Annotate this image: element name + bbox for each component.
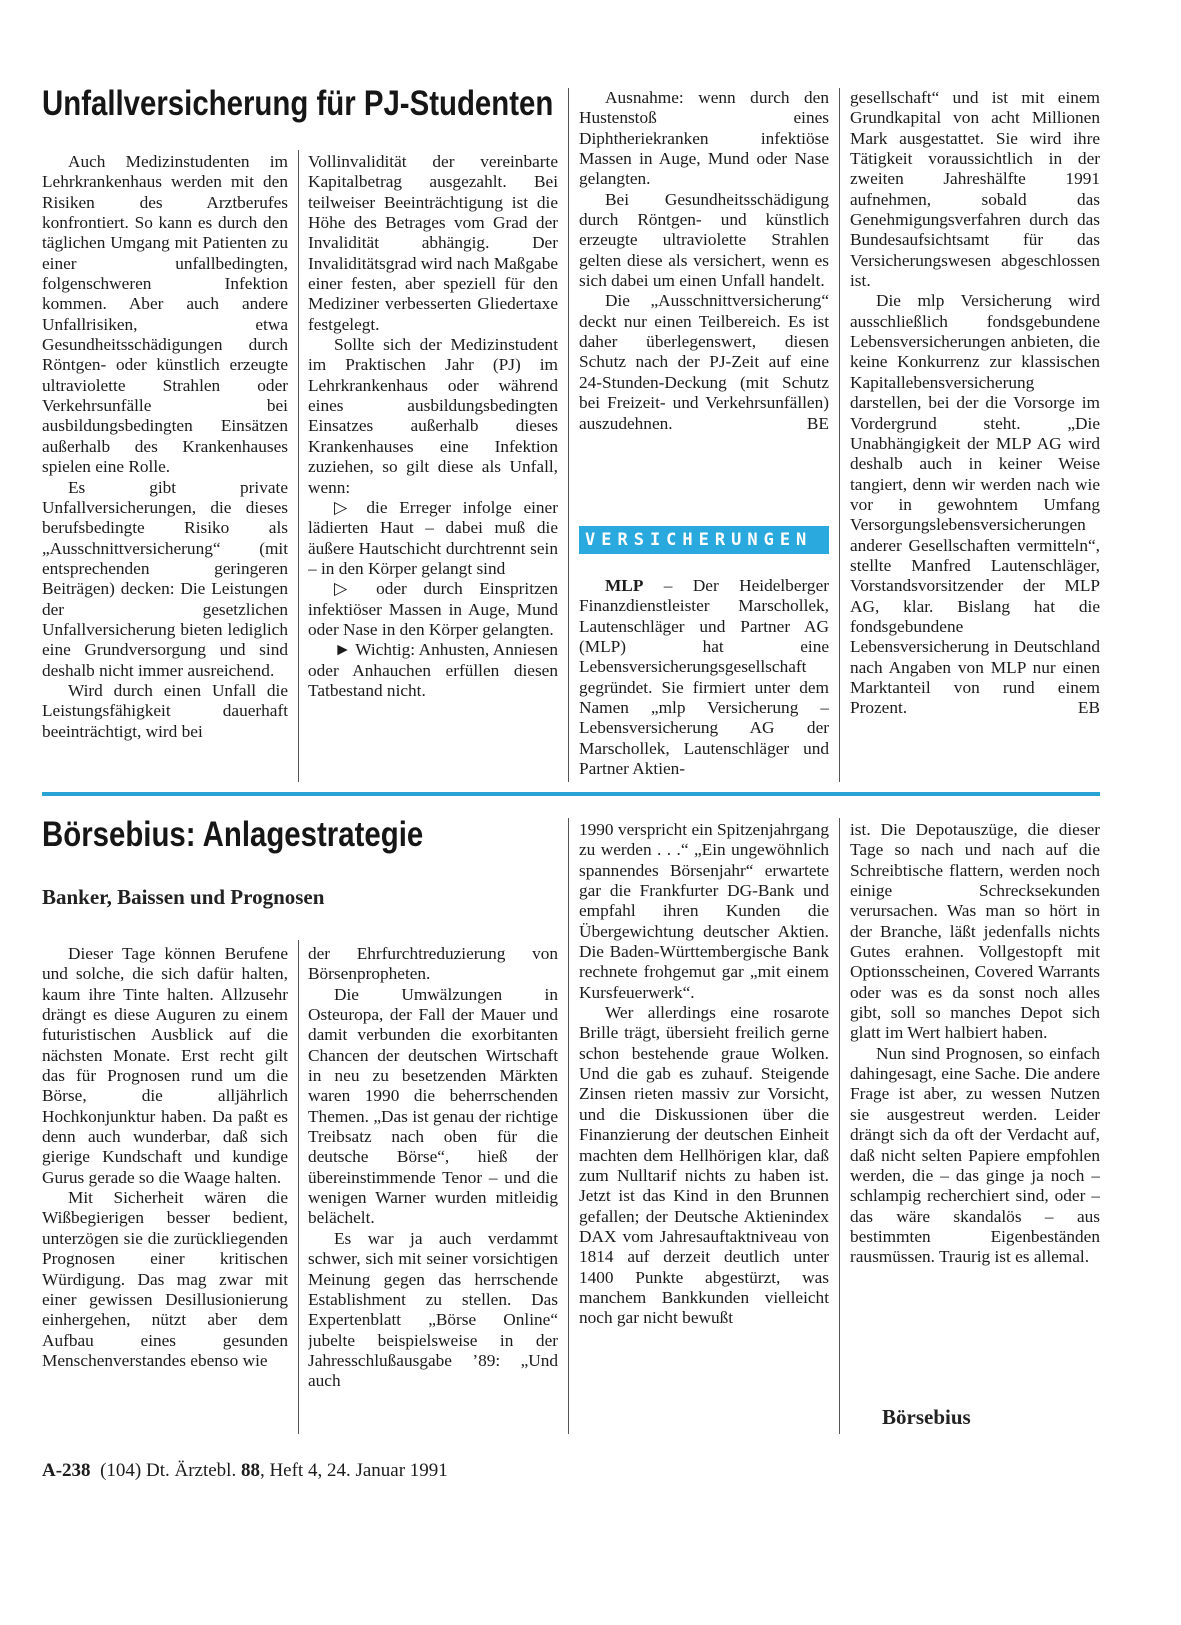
paragraph: Es war ja auch verdammt schwer, sich mit seiner vorsichtigen Meinung gegen das herrschende Establishment zu stellen. Das Expertenblatt „Börse Online“ jubelte beispielsweise in der Jahresschlußausgabe ’89: „Und auch: [308, 1228, 558, 1391]
article-column: [579, 576, 829, 782]
article-column: [308, 152, 558, 782]
note-paragraph: ► Wichtig: Anhusten, Anniesen oder Anhauchen erfüllen diesen Tatbestand nicht.: [308, 640, 558, 700]
column-divider: [298, 940, 299, 1434]
bullet-item: ▷ oder durch Einspritzen infektiöser Massen in Auge, Mund oder Nase in den Körper gelangten.: [308, 579, 558, 639]
paragraph: Nun sind Prognosen, so einfach dahingesagt, eine Sache. Die andere Frage ist aber, zu wessen Nutzen sie ausgestreut werden. Leider drängt sich da oft der Verdacht auf, daß nicht selten Papiere empfohlen werden, die – das ginge ja noch – schlampig recherchiert sind, oder – das wäre skandalös – aus bestimmten Eigenbeständen rausmüssen. Traurig ist es allemal.: [850, 1043, 1100, 1267]
paragraph: gesellschaft“ und ist mit einem Grundkapital von acht Millionen Mark ausgestattet. Sie wird ihre Tätigkeit voraussichtlich in der zweiten Jahreshälfte 1991 aufnehmen, sobald das Genehmigungsverfahren durch das Bundesaufsichtsamt für das Versicherungswesen abgeschlossen ist.: [850, 88, 1100, 291]
paragraph: Ausnahme: wenn durch den Hustenstoß eines Diphtheriekranken infektiöse Massen in Auge, Mund oder Nase gelangten.: [579, 88, 829, 189]
page-footer: [42, 1460, 448, 1482]
paragraph: der Ehrfurchtreduzierung von Börsenpropheten.: [308, 944, 558, 984]
article-headline: Unfallversicherung für PJ-Studenten: [42, 84, 554, 123]
paragraph: Wird durch einen Unfall die Leistungsfähigkeit dauerhaft beeinträchtigt, wird bei: [42, 680, 288, 741]
article-column: [579, 88, 829, 478]
paragraph: Sollte sich der Medizinstudent im Praktischen Jahr (PJ) im Lehrkrankenhaus oder während eines ausbildungsbedingten Einsatzes außerhalb dieses Krankenhauses eine Infektion zuziehen, so gilt diese als Unfall, wenn:: [308, 335, 558, 497]
article-column: [579, 820, 829, 1434]
column-divider: [568, 88, 569, 782]
column-divider: [839, 818, 840, 1434]
paragraph: 1990 verspricht ein Spitzenjahrgang zu werden . . .“ „Ein ungewöhnlich spannendes Börsenjahr“ erwartete gar die Frankfurter DG-Bank und empfahl ihren Kunden die Übergewichtung deutscher Aktien. Die Baden-Württembergische Bank rechnete frohgemut gar „mit einem Kursfeuerwerk“.: [579, 820, 829, 1002]
article-subheadline: Banker, Baissen und Prognosen: [42, 885, 325, 909]
article-column: [42, 152, 288, 782]
paragraph: Wer allerdings eine rosarote Brille trägt, übersieht freilich gerne schon bestehende graue Wolken. Und die gab es zuhauf. Steigende Zinsen rieten massiv zur Vorsicht, und die Diskussionen über die Finanzierung der deutschen Einheit machten dem Hellhörigen klar, daß zum Nulltarif nichts zu haben ist. Jetzt ist das Kind in den Brunnen gefallen; der Deutsche Aktienindex DAX vom Jahresauftaktniveau von 1814 auf derzeit deutlich unter 1400 Punkte abgestürzt, was manchem Bankkunden vielleicht noch gar nicht bewußt: [579, 1003, 829, 1328]
author-signature: BE: [806, 413, 829, 433]
author-byline: Börsebius: [882, 1405, 971, 1429]
column-divider: [839, 88, 840, 782]
section-separator: [42, 792, 1100, 796]
paragraph: [579, 576, 829, 779]
paragraph: Es gibt private Unfallversicherungen, die dieses berufsbedingte Risiko als „Ausschnittversicherung“ (mit entsprechenden geringeren Beiträgen) decken: Die Leistungen der gesetzlichen Unfallversicherung bieten lediglich eine Grundversorgung und sind deshalb nicht immer ausreichend.: [42, 477, 288, 680]
paragraph: Die Umwälzungen in Osteuropa, der Fall der Mauer und damit verbunden die exorbitanten Chancen der deutschen Wirtschaft in neu zu besetzenden Märkten waren 1990 die beherrschenden Themen. „Das ist genau der richtige Treibsatz nach oben für die deutsche Börse“, hieß der übereinstimmende Tenor – und die wenigen Warner wurden mitleidig belächelt.: [308, 984, 558, 1228]
lead-name: MLP: [605, 576, 644, 595]
column-divider: [568, 818, 569, 1434]
paragraph-text: – Der Heidelberger Finanzdienstleister Marschollek, Lautenschläger und Partner AG (MLP) hat eine Lebensversicherungsgesellschaft gegründet. Sie firmiert unter dem Namen „mlp Versicherung – Lebensversicherung AG der Marschollek, Lautenschläger und Partner Aktien-: [579, 576, 829, 779]
section-rubric: VERSICHERUNGEN: [579, 526, 829, 554]
paragraph: [850, 291, 1100, 718]
journal-issue-date: , Heft 4, 24. Januar 1991: [259, 1460, 448, 1481]
article-column: [850, 88, 1100, 782]
column-divider: [298, 150, 299, 782]
paragraph: Mit Sicherheit wären die Wißbegierigen besser bedient, unterzögen sie die zurückliegenden Prognosen einer kritischen Würdigung. Das mag zwar mit einer gewissen Desillusionierung einhergehen, nützt aber dem Aufbau eines gesunden Menschenverstandes ebenso wie: [42, 1188, 288, 1370]
paragraph: Bei Gesundheitsschädigung durch Röntgen- und künstlich erzeugte ultraviolette Strahlen gelten diese als versichert, wenn es sich dabei um einen Unfall handelt.: [579, 189, 829, 291]
paragraph: Auch Medizinstudenten im Lehrkrankenhaus werden mit den Risiken des Arztberufes konfrontiert. So kann es durch den täglichen Umgang mit Patienten zu einer unfallbedingten, folgenschweren Infektion kommen. Aber auch andere Unfallrisiken, etwa Gesundheitsschädigungen durch Röntgen- oder künstlich erzeugte ultraviolette Strahlen oder Verkehrsunfälle bei ausbildungsbedingten Einsätzen außerhalb des Krankenhauses spielen eine Rolle.: [42, 152, 288, 477]
article-column: [308, 944, 558, 1434]
journal-citation: (104) Dt. Ärztebl.: [100, 1460, 241, 1481]
paragraph: Dieser Tage können Berufene und solche, die sich dafür halten, kaum ihre Tinte halten. Allzusehr drängt es diese Auguren zu einem futuristischen Ausblick auf die nächsten Monate. Erst recht gilt das für Prognosen rund um die Börse, die alljährlich Hochkonjunktur haben. Da paßt es denn auch wunderbar, daß sich gierige Kundschaft und kundige Gurus gerade so die Waage halten.: [42, 944, 288, 1187]
article-column: [850, 820, 1100, 1380]
author-signature: EB: [1077, 698, 1100, 718]
article-column: [42, 944, 288, 1434]
paragraph-text: Die mlp Versicherung wird ausschließlich fondsgebundene Lebensversicherungen anbieten, die keine Konkurrenz zur klassischen Kapitallebensversicherung darstellen, bei der die Vorsorge im Vordergrund steht. „Die Unabhängigkeit der MLP AG wird deshalb auch in keiner Weise tangiert, denn wir werden nach wie vor in gewohntem Umfang Versorgungslebensversicherungen anderer Gesellschaften vermitteln“, stellte Manfred Lautenschläger, Vorstandsvorsitzender der MLP AG, klar. Bislang hat die fondsgebundene Lebensversicherung in Deutschland nach Angaben von MLP nur einen Marktanteil von rund einem Prozent.: [850, 291, 1100, 718]
paragraph-text: Die „Ausschnittversicherung“ deckt nur einen Teilbereich. Es ist daher überlegenswert, diesen Schutz nach der PJ-Zeit auf eine 24-Stunden-Deckung (mit Schutz bei Freizeit- und Verkehrsunfällen) auszudehnen.: [579, 291, 829, 433]
paragraph: Vollinvalidität der vereinbarte Kapitalbetrag ausgezahlt. Bei teilweiser Beeinträchtigung ist die Höhe des Betrages vom Grad der Invalidität abhängig. Der Invaliditätsgrad wird nach Maßgabe einer festen, aber speziell für den Mediziner verbesserten Gliedertaxe festgelegt.: [308, 152, 558, 334]
paragraph: [579, 291, 829, 433]
journal-volume: 88: [240, 1460, 260, 1481]
bullet-item: ▷ die Erreger infolge einer lädierten Haut – dabei muß die äußere Hautschicht durchtrennt sein – in den Körper gelangt sind: [308, 497, 558, 578]
paragraph: ist. Die Depotauszüge, die dieser Tage so nach und nach auf die Schreibtische flattern, werden noch einige Schrecksekunden verursachen. Was man so hört in der Branche, läßt jedenfalls nichts Gutes erahnen. Vollgestopft mit Optionsscheinen, Covered Warrants oder was es da sonst noch alles gibt, soll so manches Depot sich glatt im Wert halbiert haben.: [850, 820, 1100, 1043]
page-number: A-238: [42, 1460, 91, 1481]
article-headline: Börsebius: Anlagestrategie: [42, 815, 424, 854]
